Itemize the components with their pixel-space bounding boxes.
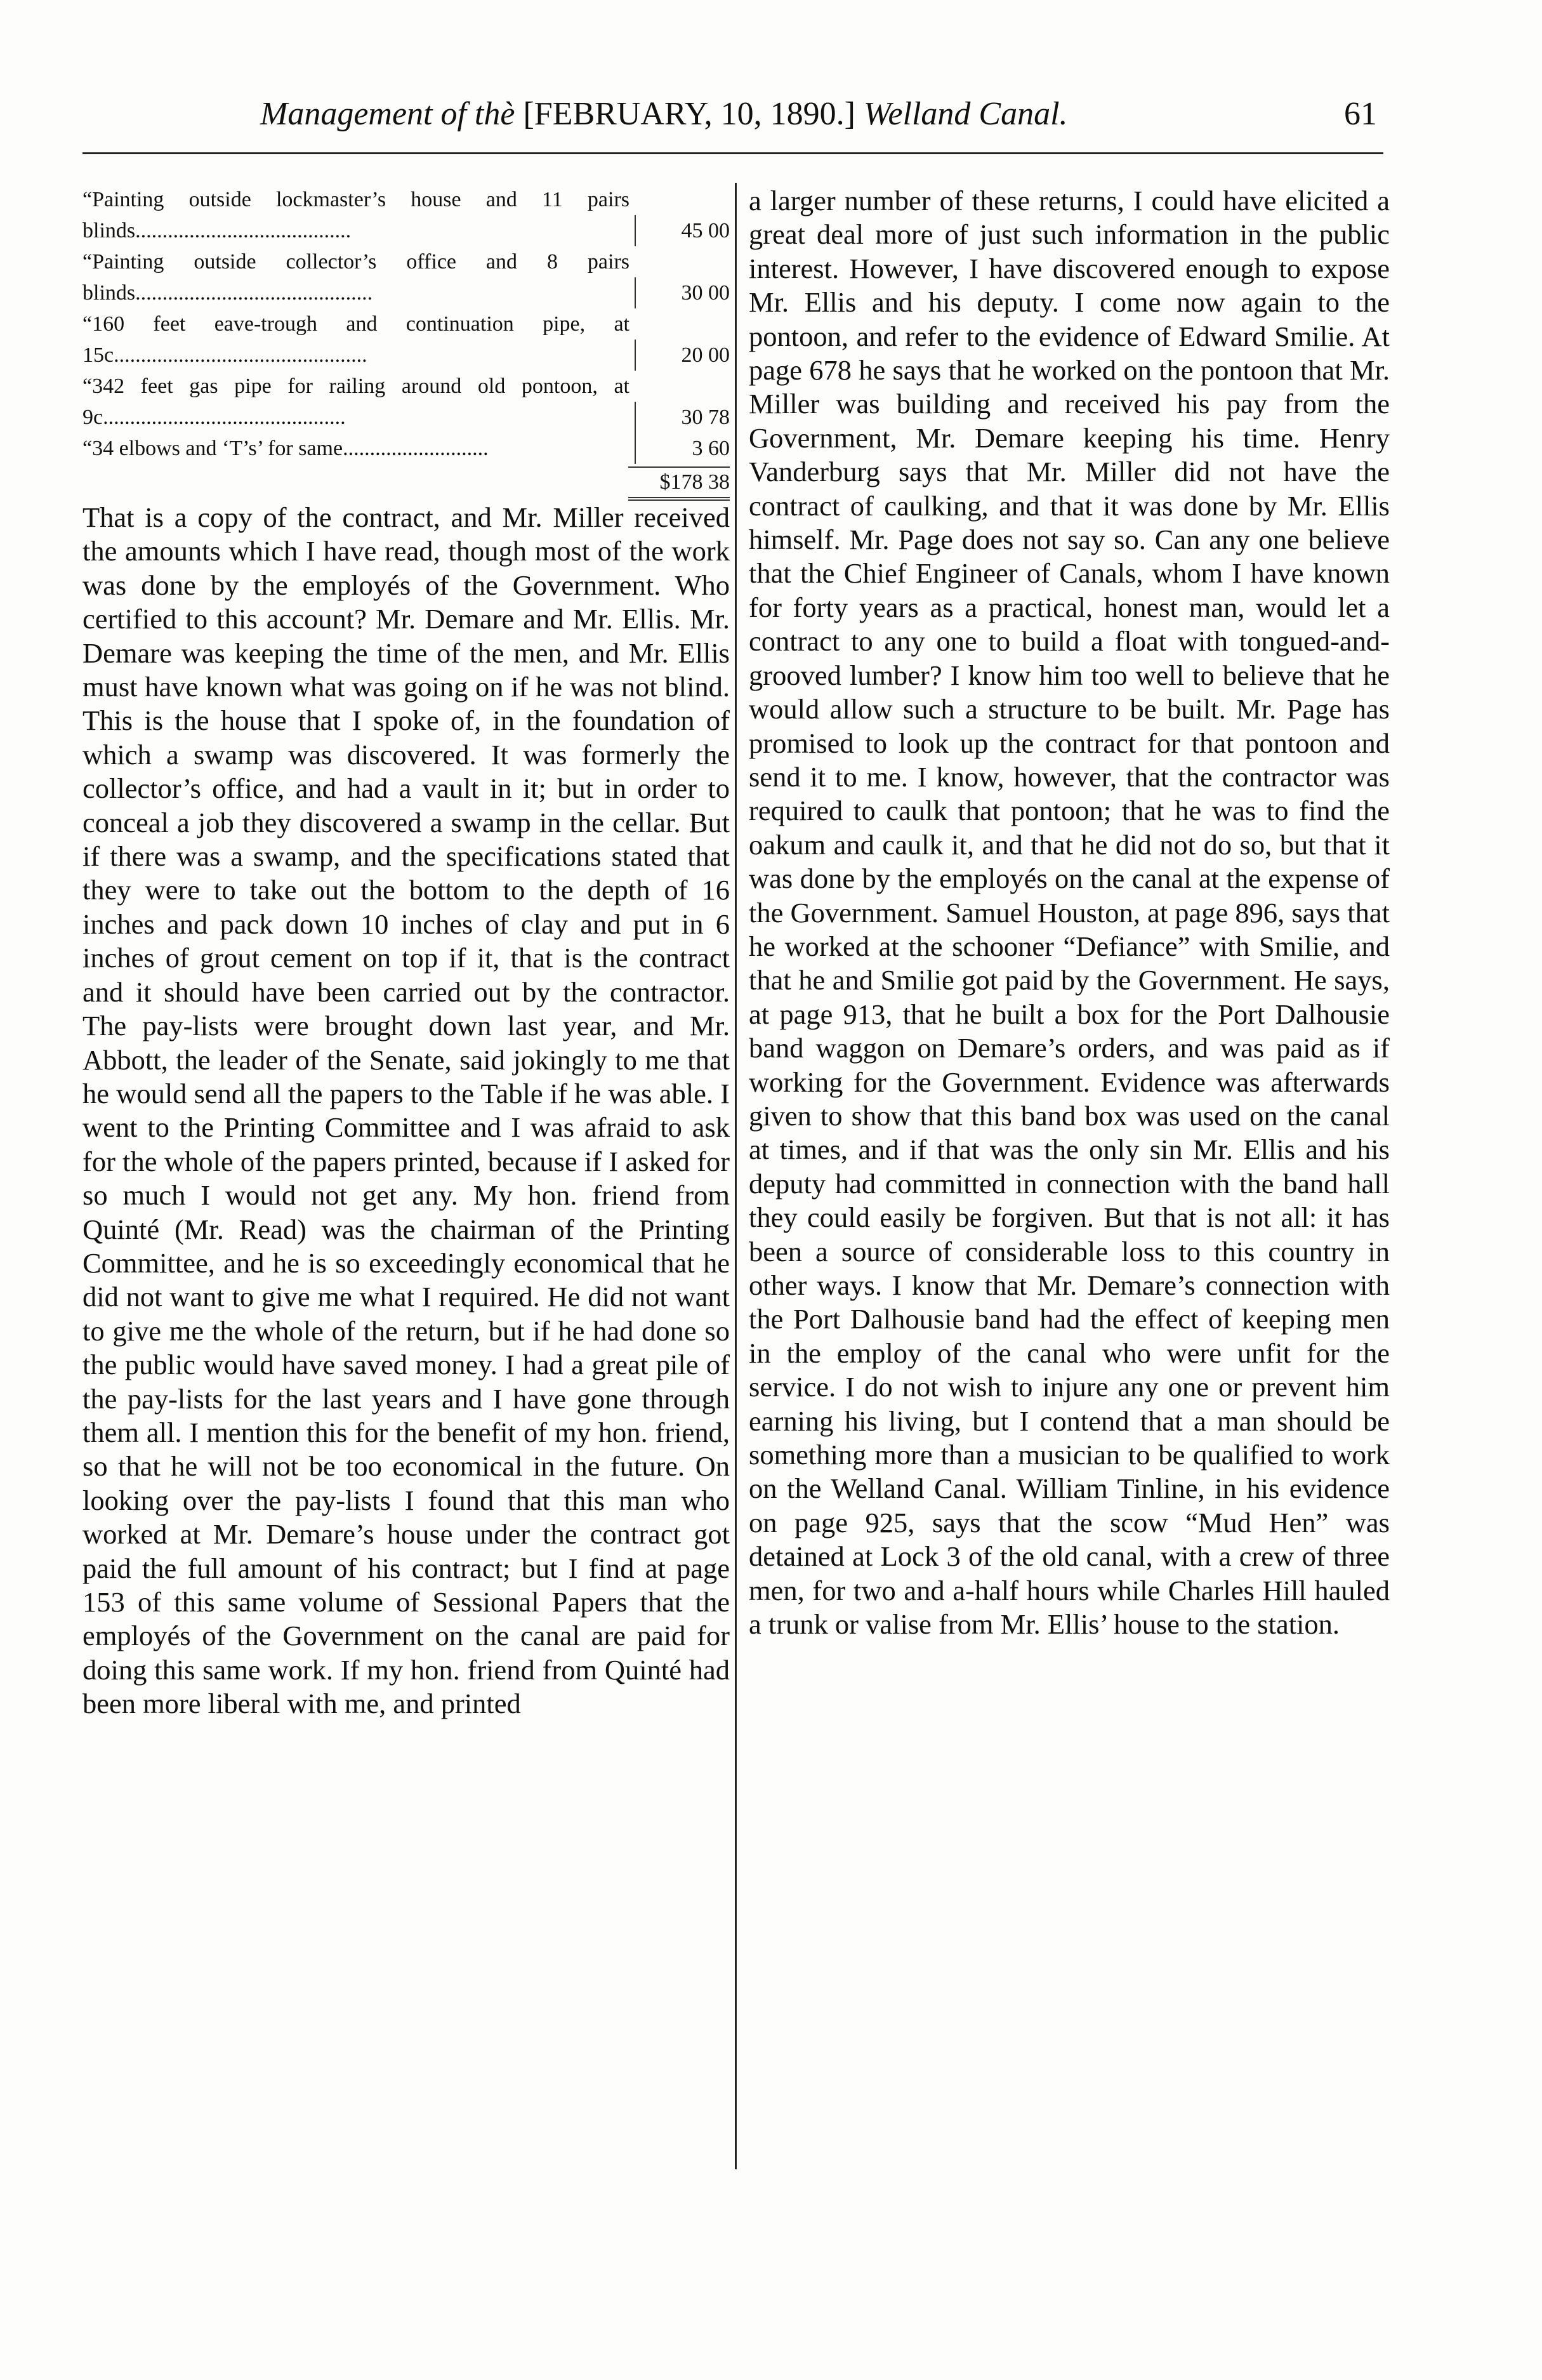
- item-description: “160 feet eave-trough and continuation pipe, at 15c...............................................: [82, 312, 629, 367]
- running-header: [82, 89, 1377, 140]
- header-title-left: Management of thè: [260, 96, 515, 132]
- contract-item: [82, 184, 730, 246]
- item-amount: 45 00: [635, 215, 730, 246]
- item-amount: 20 00: [635, 340, 730, 371]
- page-number: 61: [1344, 96, 1377, 132]
- header-title-right: Welland Canal.: [863, 96, 1068, 132]
- contract-item: [82, 308, 730, 371]
- header-title: [260, 89, 1068, 140]
- contract-items: [82, 184, 730, 501]
- contract-item: [82, 371, 730, 433]
- item-amount: 30 78: [635, 402, 730, 433]
- right-column: [749, 184, 1390, 1641]
- item-amount: 3 60: [635, 433, 730, 464]
- header-rule: [82, 152, 1383, 154]
- column-divider: [735, 183, 737, 2169]
- item-description: “342 feet gas pipe for railing around old pontoon, at 9c.............................................: [82, 374, 629, 429]
- header-date: [FEBRUARY, 10, 1890.]: [523, 96, 855, 132]
- item-amount: 30 00: [635, 277, 730, 308]
- item-description: “Painting outside collector’s office and 8 pairs blinds............................................: [82, 250, 629, 305]
- contract-item: [82, 246, 730, 308]
- item-description: “Painting outside lockmaster’s house and 11 pairs blinds........................................: [82, 188, 629, 242]
- left-column: [82, 184, 730, 1721]
- contract-item: [82, 433, 730, 464]
- total-row: [82, 466, 730, 501]
- item-description: “34 elbows and ‘T’s’ for same...........................: [82, 437, 489, 460]
- contract-total: $178 38: [628, 466, 730, 501]
- right-column-text: a larger number of these returns, I could have elicited a great deal more of just such information in the public interest. However, I have discovered enough to expose Mr. Ellis and his deputy. I come now again to the pontoon, and refer to the evidence of Edward Smilie. At page 678 he says that he worked on the pontoon that Mr. Miller was building and received his pay from the Government, Mr. Demare keeping his time. Henry Vanderburg says that Mr. Miller did not have the contract of caulking, and that it was done by Mr. Ellis himself. Mr. Page does not say so. Can any one believe that the Chief Engineer of Canals, whom I have known for forty years as a practical, honest man, would let a contract to any one to build a float with tongued-and-grooved lumber? I know him too well to believe that he would allow such a structure to be built. Mr. Page has promised to look up the contract for that pontoon and send it to me. I know, however, that the contractor was required to caulk that pontoon; that he was to find the oakum and caulk it, and that he did not do so, but that it was done by the employés on the canal at the expense of the Government. Samuel Houston, at page 896, says that he worked at the schooner “Defiance” with Smilie, and that he and Smilie got paid by the Government. He says, at page 913, that he built a box for the Port Dalhousie band waggon on Demare’s orders, and was paid as if working for the Government. Evidence was afterwards given to show that this band box was used on the canal at times, and if that was the only sin Mr. Ellis and his deputy had committed in connection with the band hall they could easily be forgiven. But that is not all: it has been a source of considerable loss to this country in other ways. I know that Mr. Demare’s connection with the Port Dalhousie band had the effect of keeping men in the employ of the canal who were unfit for the service. I do not wish to injure any one or prevent him earning his living, but I contend that a man should be something more than a musician to be qualified to work on the Welland Canal. William Tinline, in his evidence on page 925, says that the scow “Mud Hen” was detained at Lock 3 of the old canal, with a crew of three men, for two and a-half hours while Charles Hill hauled a trunk or valise from Mr. Ellis’ house to the station.: [749, 185, 1390, 1641]
- left-column-text: That is a copy of the contract, and Mr. Miller received the amounts which I have read, though most of the work was done by the employés of the Government. Who certified to this account? Mr. Demare and Mr. Ellis. Mr. Demare was keeping the time of the men, and Mr. Ellis must have known what was going on if he was not blind. This is the house that I spoke of, in the foundation of which a swamp was discovered. It was formerly the collector’s office, and had a vault in it; but in order to conceal a job they discovered a swamp in the cellar. But if there was a swamp, and the specifications stated that they were to take out the bottom to the depth of 16 inches and pack down 10 inches of clay and put in 6 inches of grout cement on top if it, that is the contract and it should have been carried out by the contractor. The pay-lists were brought down last year, and Mr. Abbott, the leader of the Senate, said jokingly to me that he would send all the papers to the Table if he was able. I went to the Printing Committee and I was afraid to ask for the whole of the papers printed, because if I asked for so much I would not get any. My hon. friend from Quinté (Mr. Read) was the chairman of the Printing Committee, and he is so exceedingly economical that he did not want to give me what I required. He did not want to give me the whole of the return, but if he had done so the public would have saved money. I had a great pile of the pay-lists for the last years and I have gone through them all. I mention this for the benefit of my hon. friend, so that he will not be too economical in the future. On looking over the pay-lists I found that this man who worked at Mr. Demare’s house under the contract got paid the full amount of his contract; but I find at page 153 of this same volume of Sessional Papers that the employés of the Government on the canal are paid for doing this same work. If my hon. friend from Quinté had been more liberal with me, and printed: [82, 501, 730, 1720]
